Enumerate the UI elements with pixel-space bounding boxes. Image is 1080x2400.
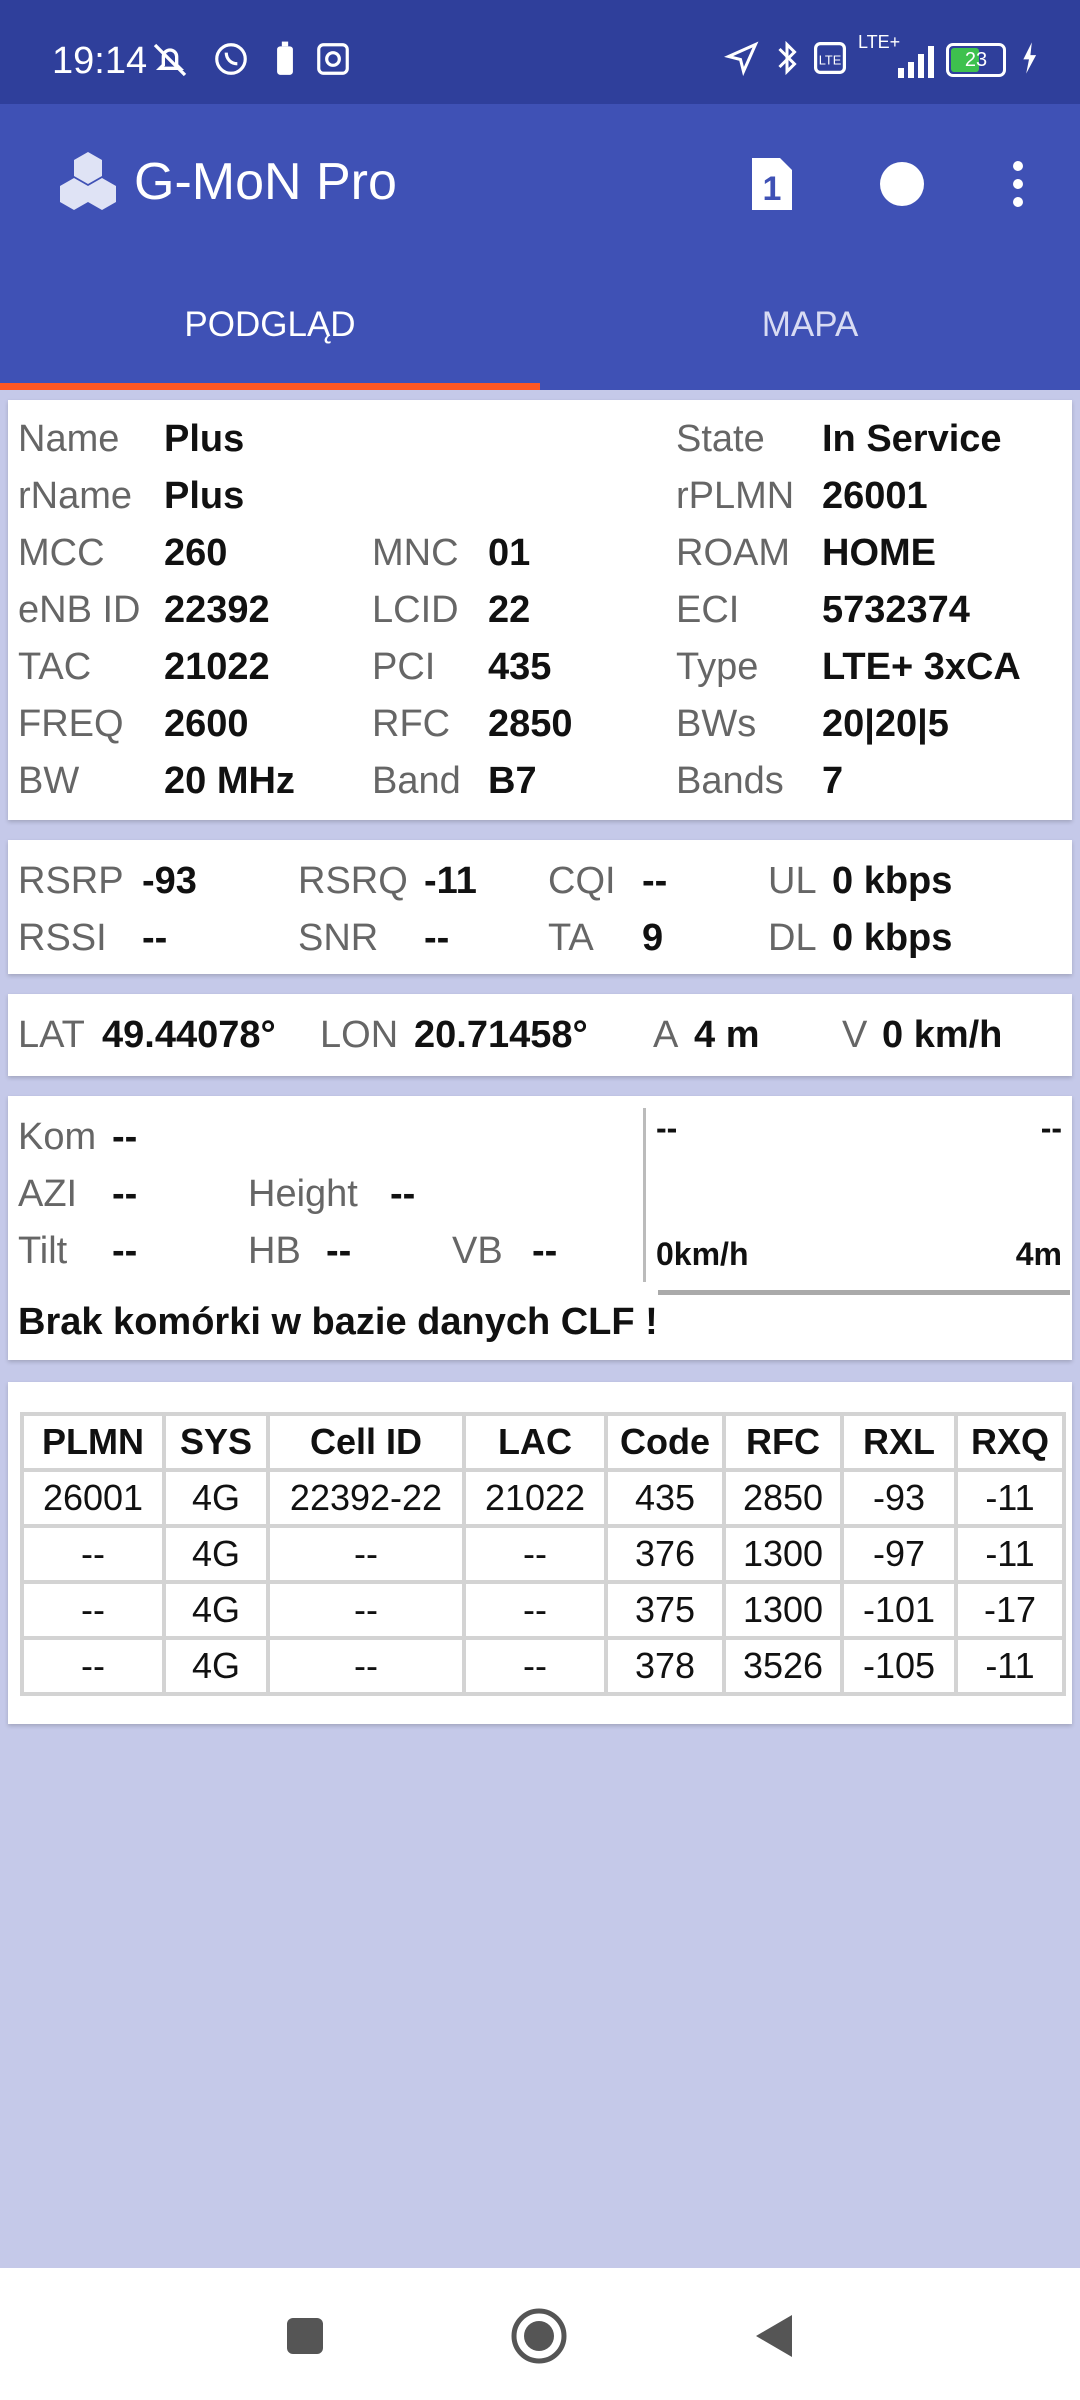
lcid-label: LCID xyxy=(372,589,459,631)
svg-text:LTE: LTE xyxy=(818,51,842,67)
rname-value: Plus xyxy=(164,475,245,517)
kom-label: Kom xyxy=(18,1116,97,1158)
sim-selector-button[interactable] xyxy=(740,152,804,216)
roam-label: ROAM xyxy=(676,532,790,574)
tab-mapa[interactable]: MAPA xyxy=(761,305,859,344)
cqi-value: -- xyxy=(642,860,668,902)
signal-icon xyxy=(858,32,934,80)
table-cell: 4G xyxy=(164,1638,268,1694)
table-cell: 3526 xyxy=(724,1638,842,1694)
snr-label: SNR xyxy=(298,917,379,959)
column-header: SYS xyxy=(164,1414,268,1470)
recents-button[interactable] xyxy=(275,2306,335,2366)
table-cell: -105 xyxy=(842,1638,956,1694)
tab-podglad[interactable]: PODGLĄD xyxy=(184,305,356,344)
state-label: State xyxy=(676,418,765,460)
table-cell: -- xyxy=(464,1638,606,1694)
distance-value: 4m xyxy=(1015,1236,1062,1272)
record-button[interactable] xyxy=(870,152,934,216)
table-cell: 4G xyxy=(164,1470,268,1526)
table-row xyxy=(22,1582,1064,1638)
table-cell: -- xyxy=(22,1582,164,1638)
type-label: Type xyxy=(676,646,759,688)
battery-icon xyxy=(946,43,1006,77)
tac-label: TAC xyxy=(18,646,92,688)
status-bar xyxy=(0,0,1080,104)
site-card xyxy=(8,1096,1072,1360)
table-cell: 26001 xyxy=(22,1470,164,1526)
battery-saver-icon xyxy=(270,40,306,76)
band-label: Band xyxy=(372,760,461,802)
rplmn-label: rPLMN xyxy=(676,475,795,517)
table-row xyxy=(22,1526,1064,1582)
bluetooth-icon xyxy=(772,40,802,81)
cell-info-card xyxy=(8,400,1072,820)
clf-warning-text: Brak komórki w bazie danych CLF ! xyxy=(18,1301,658,1343)
rssi-label: RSSI xyxy=(18,917,107,959)
volte-icon xyxy=(814,41,846,80)
table-header-row xyxy=(22,1414,1064,1470)
freq-label: FREQ xyxy=(18,703,124,745)
app-notification-icon xyxy=(314,40,350,76)
lat-label: LAT xyxy=(18,1014,85,1056)
name-value: Plus xyxy=(164,418,245,460)
tilt-value: -- xyxy=(112,1230,138,1272)
sim-number: 1 xyxy=(762,170,782,208)
status-time: 19:14 xyxy=(52,40,148,82)
mnc-value: 01 xyxy=(488,532,531,574)
ta-value: 9 xyxy=(642,917,664,959)
lat-value: 49.44078° xyxy=(102,1014,276,1056)
bws-value: 20|20|5 xyxy=(822,703,949,745)
dl-label: DL xyxy=(768,917,817,959)
rsrp-label: RSRP xyxy=(18,860,124,902)
column-header: RFC xyxy=(724,1414,842,1470)
lcid-value: 22 xyxy=(488,589,531,631)
state-value: In Service xyxy=(822,418,1002,460)
table-cell: 22392-22 xyxy=(268,1470,464,1526)
enb-id-label: eNB ID xyxy=(18,589,141,631)
table-cell: -11 xyxy=(956,1638,1064,1694)
rsrp-value: -93 xyxy=(142,860,197,902)
table-cell: -- xyxy=(464,1526,606,1582)
cqi-label: CQI xyxy=(548,860,616,902)
table-cell: -- xyxy=(22,1526,164,1582)
enb-id-value: 22392 xyxy=(164,589,270,631)
bws-label: BWs xyxy=(676,703,757,745)
vertical-divider xyxy=(643,1108,646,1282)
velocity-value: 0 km/h xyxy=(882,1014,1003,1056)
roam-value: HOME xyxy=(822,532,936,574)
pci-label: PCI xyxy=(372,646,436,688)
table-cell: -17 xyxy=(956,1582,1064,1638)
lon-value: 20.71458° xyxy=(414,1014,588,1056)
vb-label: VB xyxy=(452,1230,503,1272)
rsrq-value: -11 xyxy=(424,860,477,902)
app-bar xyxy=(0,104,1080,254)
hexagon-logo-icon xyxy=(52,148,124,220)
table-cell: 4G xyxy=(164,1526,268,1582)
ul-label: UL xyxy=(768,860,817,902)
compass-right-value: -- xyxy=(1040,1110,1062,1146)
speed-value: 0km/h xyxy=(656,1236,749,1272)
app-title: G-MoN Pro xyxy=(134,153,397,211)
navigation-bar xyxy=(0,2268,1080,2400)
mcc-label: MCC xyxy=(18,532,105,574)
ul-value: 0 kbps xyxy=(832,860,953,902)
compass-left-value: -- xyxy=(656,1110,678,1146)
table-cell: -- xyxy=(268,1526,464,1582)
table-cell: 1300 xyxy=(724,1582,842,1638)
snr-value: -- xyxy=(424,917,450,959)
table-cell: -- xyxy=(22,1638,164,1694)
bw-label: BW xyxy=(18,760,80,802)
neighbor-cells-card xyxy=(8,1382,1072,1724)
column-header: RXQ xyxy=(956,1414,1064,1470)
rfc-value: 2850 xyxy=(488,703,573,745)
vb-value: -- xyxy=(532,1230,558,1272)
battery-level: 23 xyxy=(964,49,988,71)
column-header: RXL xyxy=(842,1414,956,1470)
hb-value: -- xyxy=(326,1230,352,1272)
accuracy-label: A xyxy=(653,1014,679,1056)
azi-value: -- xyxy=(112,1173,138,1215)
charging-icon xyxy=(1018,41,1040,80)
muted-bell-icon xyxy=(150,40,186,76)
whatsapp-icon xyxy=(212,40,248,76)
table-cell: 378 xyxy=(606,1638,724,1694)
table-cell: -- xyxy=(268,1582,464,1638)
location-card xyxy=(8,994,1072,1076)
bw-value: 20 MHz xyxy=(164,760,295,802)
table-cell: 4G xyxy=(164,1582,268,1638)
back-button[interactable] xyxy=(744,2306,804,2366)
table-cell: 435 xyxy=(606,1470,724,1526)
tilt-label: Tilt xyxy=(18,1230,68,1272)
ta-label: TA xyxy=(548,917,594,959)
lon-label: LON xyxy=(320,1014,399,1056)
table-cell: 21022 xyxy=(464,1470,606,1526)
freq-value: 2600 xyxy=(164,703,249,745)
eci-label: ECI xyxy=(676,589,740,631)
table-cell: 2850 xyxy=(724,1470,842,1526)
table-cell: -- xyxy=(268,1638,464,1694)
table-row xyxy=(22,1638,1064,1694)
column-header: PLMN xyxy=(22,1414,164,1470)
table-cell: -93 xyxy=(842,1470,956,1526)
table-cell: -101 xyxy=(842,1582,956,1638)
rsrq-label: RSRQ xyxy=(298,860,408,902)
column-header: LAC xyxy=(464,1414,606,1470)
column-header: Code xyxy=(606,1414,724,1470)
active-tab-indicator xyxy=(0,383,540,390)
azi-label: AZI xyxy=(18,1173,78,1215)
home-button[interactable] xyxy=(509,2306,569,2366)
network-type: LTE+ xyxy=(858,32,901,52)
table-cell: 1300 xyxy=(724,1526,842,1582)
pci-value: 435 xyxy=(488,646,552,688)
accuracy-value: 4 m xyxy=(694,1014,760,1056)
table-row xyxy=(22,1470,1064,1526)
table-cell: -97 xyxy=(842,1526,956,1582)
mcc-value: 260 xyxy=(164,532,228,574)
table-cell: 376 xyxy=(606,1526,724,1582)
name-label: Name xyxy=(18,418,120,460)
dl-value: 0 kbps xyxy=(832,917,953,959)
rplmn-value: 26001 xyxy=(822,475,928,517)
horizontal-divider xyxy=(658,1290,1070,1295)
velocity-label: V xyxy=(842,1014,868,1056)
rssi-value: -- xyxy=(142,917,168,959)
more-options-icon[interactable] xyxy=(986,152,1050,216)
mnc-label: MNC xyxy=(372,532,459,574)
table-cell: -11 xyxy=(956,1470,1064,1526)
kom-value: -- xyxy=(112,1116,138,1158)
table-cell: 375 xyxy=(606,1582,724,1638)
table-cell: -- xyxy=(464,1582,606,1638)
column-header: Cell ID xyxy=(268,1414,464,1470)
table-cell: -11 xyxy=(956,1526,1064,1582)
eci-value: 5732374 xyxy=(822,589,970,631)
neighbor-cells-table xyxy=(20,1412,1066,1696)
tab-bar xyxy=(0,254,1080,390)
signal-card xyxy=(8,840,1072,974)
rfc-label: RFC xyxy=(372,703,451,745)
location-icon xyxy=(724,40,760,81)
hb-label: HB xyxy=(248,1230,301,1272)
bands-value: 7 xyxy=(822,760,844,802)
band-value: B7 xyxy=(488,760,537,802)
tac-value: 21022 xyxy=(164,646,270,688)
height-value: -- xyxy=(390,1173,416,1215)
type-value: LTE+ 3xCA xyxy=(822,646,1021,688)
rname-label: rName xyxy=(18,475,133,517)
height-label: Height xyxy=(248,1173,358,1215)
bands-label: Bands xyxy=(676,760,784,802)
